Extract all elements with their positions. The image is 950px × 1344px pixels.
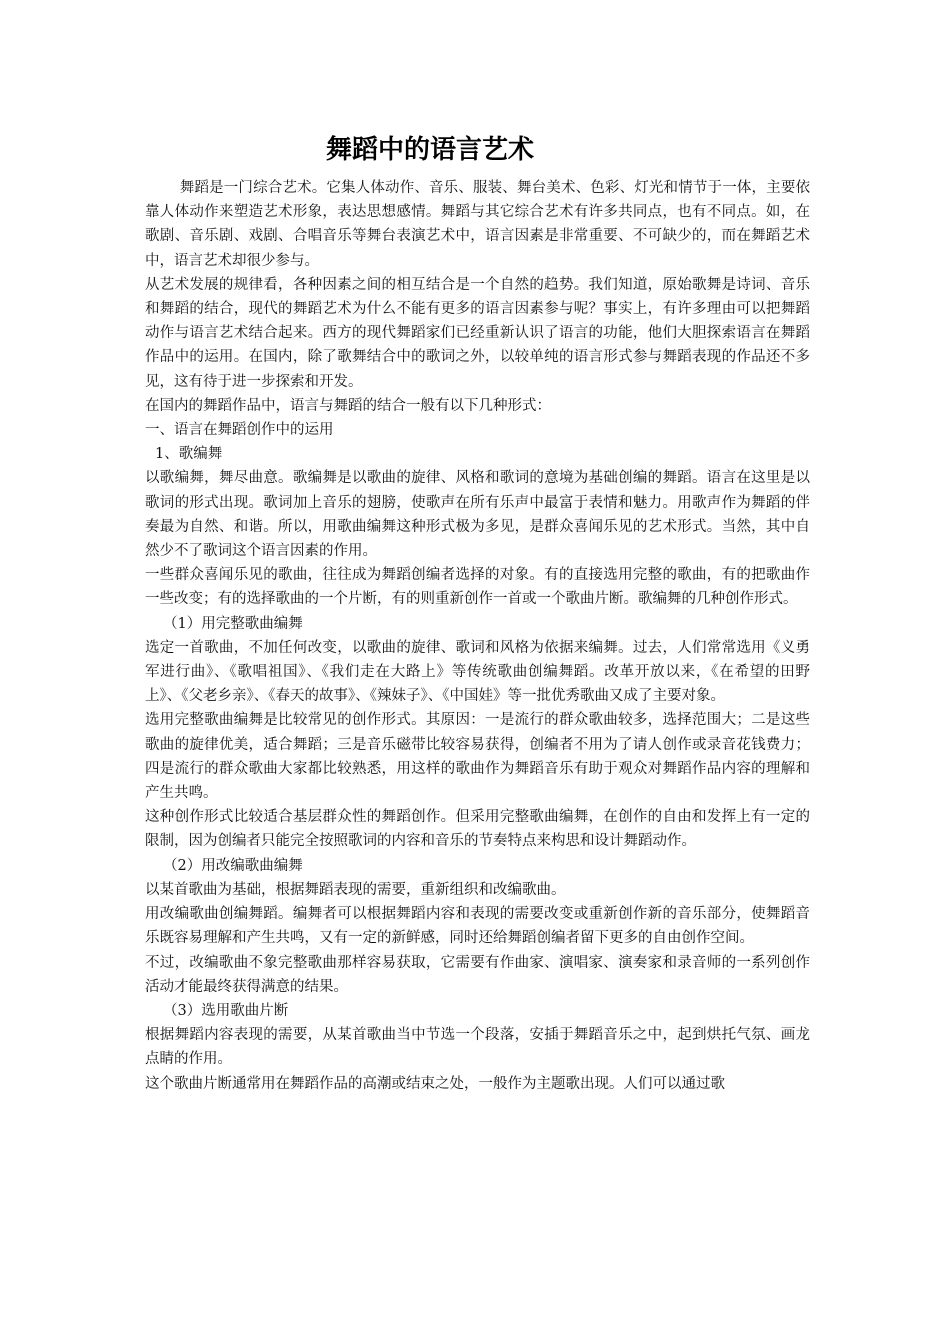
subsection-heading: （1）用完整歌曲编舞 — [163, 615, 303, 632]
paragraph: 这个歌曲片断通常用在舞蹈作品的高潮或结束之处，一般作为主题歌出现。人们可以通过歌 — [145, 1075, 725, 1092]
subsection-heading: （2）用改编歌曲编舞 — [163, 857, 303, 874]
paragraph: 根据舞蹈内容表现的需要，从某首歌曲当中节选一个段落，安插于舞蹈音乐之中，起到烘托气氛、画龙点睛的作用。 — [145, 1027, 810, 1068]
subsection-heading: 1、歌编舞 — [155, 446, 223, 463]
paragraph: 以某首歌曲为基础，根据舞蹈表现的需要，重新组织和改编歌曲。 — [145, 881, 566, 898]
document-title — [0, 132, 860, 168]
document-body — [145, 176, 810, 1096]
paragraph: 用改编歌曲创编舞蹈。编舞者可以根据舞蹈内容和表现的需要改变或重新创作新的音乐部分，使舞蹈音乐既容易理解和产生共鸣，又有一定的新鲜感，同时还给舞蹈创编者留下更多的自由创作空间。 — [145, 906, 810, 947]
paragraph: 从艺术发展的规律看，各种因素之间的相互结合是一个自然的趋势。我们知道，原始歌舞是诗词、音乐和舞蹈的结合，现代的舞蹈艺术为什么不能有更多的语言因素参与呢？事实上，有许多理由可以把舞蹈动作与语言艺术结合起来。西方的现代舞蹈家们已经重新认识了语言的功能，他们大胆探索语言在舞蹈作品中的运用。在国内，除了歌舞结合中的歌词之外，以较单纯的语言形式参与舞蹈表现的作品还不多见，这有待于进一步探索和开发。 — [145, 276, 810, 390]
paragraph: 舞蹈是一门综合艺术。它集人体动作、音乐、服装、舞台美术、色彩、灯光和情节于一体，主要依靠人体动作来塑造艺术形象，表达思想感情。舞蹈与其它综合艺术有许多共同点，也有不同点。如，在歌剧、音乐剧、戏剧、合唱音乐等舞台表演艺术中，语言因素是非常重要、不可缺少的，而在舞蹈艺术中，语言艺术却很少参与。 — [145, 180, 810, 269]
subsection-heading: （3）选用歌曲片断 — [163, 1002, 289, 1019]
paragraph: 一些群众喜闻乐见的歌曲，往往成为舞蹈创编者选择的对象。有的直接选用完整的歌曲，有的把歌曲作一些改变；有的选择歌曲的一个片断，有的则重新创作一首或一个歌曲片断。歌编舞的几种创作形式。 — [145, 567, 810, 608]
paragraph: 这种创作形式比较适合基层群众性的舞蹈创作。但采用完整歌曲编舞，在创作的自由和发挥上有一定的限制，因为创编者只能完全按照歌词的内容和音乐的节奏特点来构思和设计舞蹈动作。 — [145, 809, 810, 850]
paragraph: 不过，改编歌曲不象完整歌曲那样容易获取，它需要有作曲家、演唱家、演奏家和录音师的一系列创作活动才能最终获得满意的结果。 — [145, 954, 810, 995]
paragraph: 以歌编舞，舞尽曲意。歌编舞是以歌曲的旋律、风格和歌词的意境为基础创编的舞蹈。语言在这里是以歌词的形式出现。歌词加上音乐的翅膀，使歌声在所有乐声中最富于表情和魅力。用歌声作为舞蹈的伴奏最为自然、和谐。所以，用歌曲编舞这种形式极为多见，是群众喜闻乐见的艺术形式。当然，其中自然少不了歌词这个语言因素的作用。 — [145, 470, 810, 560]
section-heading: 一、语言在舞蹈创作中的运用 — [145, 422, 334, 439]
paragraph: 选定一首歌曲，不加任何改变，以歌曲的旋律、歌词和风格为依据来编舞。过去，人们常常选用《义勇军进行曲》、《歌唱祖国》、《我们走在大路上》等传统歌曲创编舞蹈。改革开放以来，《在希望的田野上》、《父老乡亲》、《春天的故事》、《辣妹子》、《中国娃》等一批优秀歌曲又成了主要对象。 — [145, 639, 810, 705]
paragraph: 选用完整歌曲编舞是比较常见的创作形式。其原因：一是流行的群众歌曲较多，选择范围大；二是这些歌曲的旋律优美，适合舞蹈；三是音乐磁带比较容易获得，创编者不用为了请人创作或录音花钱费力；四是流行的群众歌曲大家都比较熟悉，用这样的歌曲作为舞蹈音乐有助于观众对舞蹈作品内容的理解和产生共鸣。 — [145, 712, 810, 802]
document-title-text: 舞蹈中的语言艺术 — [325, 135, 534, 165]
paragraph: 在国内的舞蹈作品中，语言与舞蹈的结合一般有以下几种形式： — [145, 397, 551, 414]
